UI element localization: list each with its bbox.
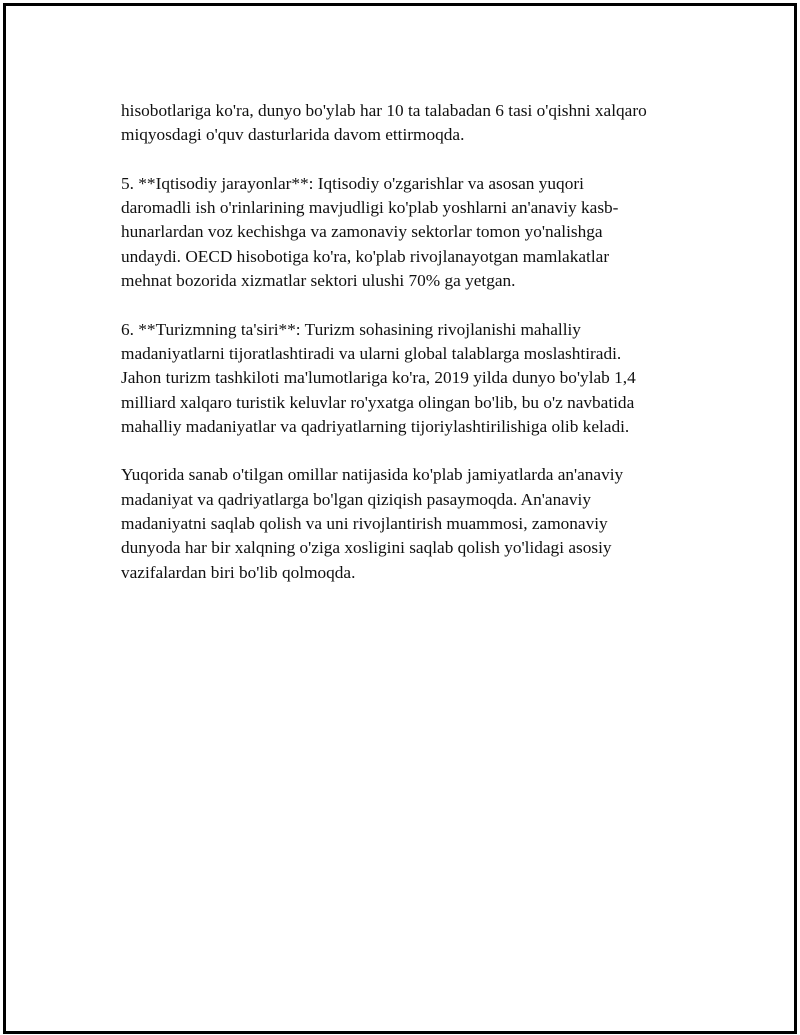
text-line: undaydi. OECD hisobotiga ko'ra, ko'plab rivojlanayotgan mamlakatlar	[121, 246, 610, 266]
text-line: mehnat bozorida xizmatlar sektori ulushi 70% ga yetgan.	[121, 271, 516, 291]
page-frame	[3, 3, 797, 1034]
text-line: dunyoda har bir xalqning o'ziga xosligini saqlab qolish yo'lidagi asosiy	[121, 538, 612, 558]
paragraph-conclusion	[121, 463, 701, 584]
text-line: vazifalardan biri bo'lib qolmoqda.	[121, 562, 356, 582]
text-line: hunarlardan voz kechishga va zamonaviy sektorlar tomon yo'nalishga	[121, 222, 603, 242]
text-line: Jahon turizm tashkiloti ma'lumotlariga ko'ra, 2019 yilda dunyo bo'ylab 1,4	[121, 368, 636, 388]
text-line: 5. **Iqtisodiy jarayonlar**: Iqtisodiy o'zgarishlar va asosan yuqori	[121, 173, 584, 193]
text-line: hisobotlariga ko'ra, dunyo bo'ylab har 10 ta talabadan 6 tasi o'qishni xalqaro	[121, 101, 647, 120]
document-body	[121, 99, 701, 609]
paragraph-tourism-impact	[121, 318, 701, 439]
text-line: madaniyat va qadriyatlarga bo'lgan qiziqish pasaymoqda. An'anaviy	[121, 489, 591, 509]
text-line: madaniyatni saqlab qolish va uni rivojlantirish muammosi, zamonaviy	[121, 514, 608, 534]
paragraph-economic-processes	[121, 172, 701, 293]
text-line: madaniyatlarni tijoratlashtiradi va ularni global talablarga moslashtiradi.	[121, 343, 622, 363]
text-line: mahalliy madaniyatlar va qadriyatlarning tijoriylashtirilishiga olib keladi.	[121, 416, 630, 436]
text-line: daromadli ish o'rinlarining mavjudligi ko'plab yoshlarni an'anaviy kasb-	[121, 198, 619, 218]
text-line: milliard xalqaro turistik keluvlar ro'yxatga olingan bo'lib, bu o'z navbatida	[121, 392, 635, 412]
paragraph-continuation	[121, 99, 701, 148]
text-line: Yuqorida sanab o'tilgan omillar natijasida ko'plab jamiyatlarda an'anaviy	[121, 465, 624, 485]
text-line: miqyosdagi o'quv dasturlarida davom ettirmoqda.	[121, 125, 465, 145]
text-line: 6. **Turizmning ta'siri**: Turizm sohasining rivojlanishi mahalliy	[121, 319, 581, 339]
